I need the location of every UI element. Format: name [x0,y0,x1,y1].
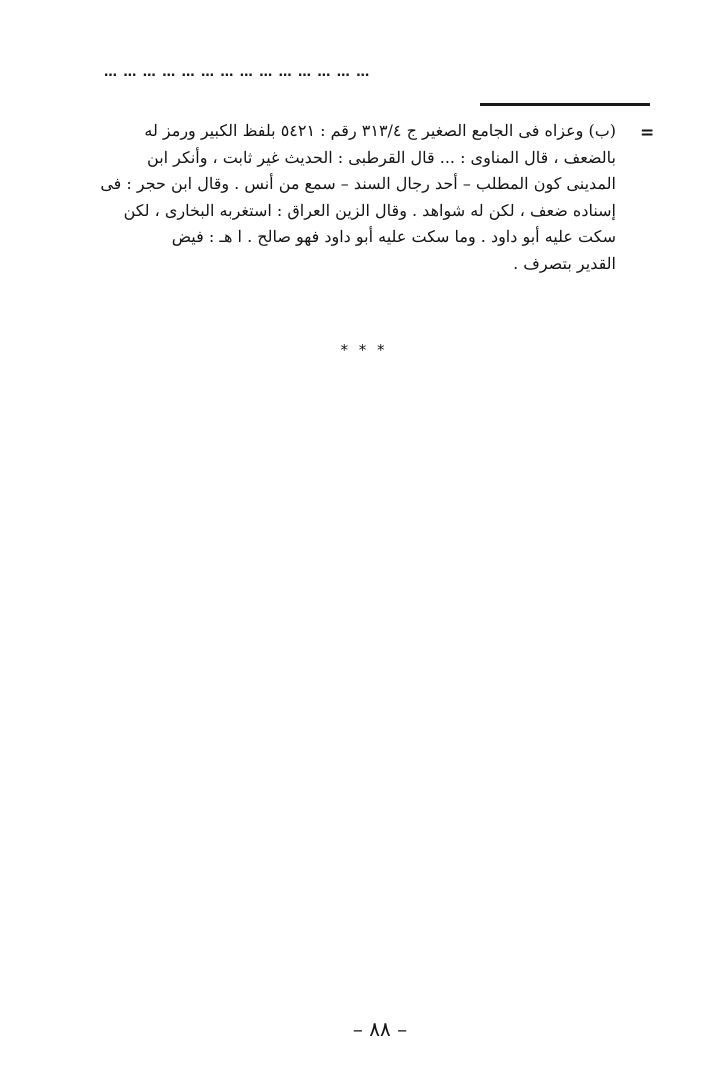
footnote-line-6: القدير بتصرف . [513,253,616,273]
section-separator: * * * [340,341,385,359]
dotted-rule: …………………………………… [104,66,376,80]
footnote-line-1: (ب) وعزاه فى الجامع الصغير ج ٣١٣/٤ رقم : ٥٤٢١ بلفظ الكبير ورمز له [144,121,616,140]
footnote-line-2: بالضعف ، قال المناوى : ... قال القرطبى : الحديث غير ثابت ، وأنكر ابن [147,147,616,167]
footnote-line-3: المدينى كون المطلب – أحد رجال السند – سمع من أنس . وقال ابن حجر : فى [100,174,616,193]
footnote-line-5: سكت عليه أبو داود . وما سكت عليه أبو داود فهو صالح . ا هـ : فيض [171,227,616,246]
continuation-mark: = [640,123,655,143]
footnote-rule [480,103,650,106]
page-number: – ٨٨ – [352,1017,408,1041]
footnote-line-4: إسناده ضعف ، لكن له شواهد . وقال الزين العراق : استغربه البخارى ، لكن [123,200,616,220]
footnote [98,118,616,277]
